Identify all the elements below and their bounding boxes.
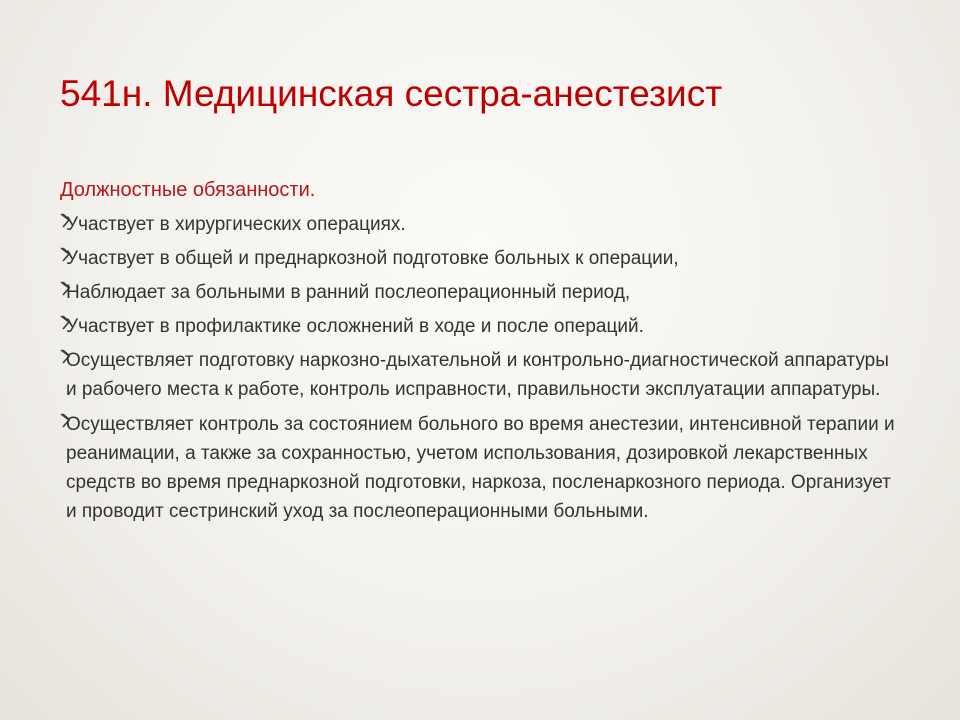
list-item-text: Наблюдает за больными в ранний послеоперационный период,	[66, 282, 631, 303]
list-item-text: Участвует в хирургических операциях.	[66, 214, 406, 235]
slide-content	[60, 177, 900, 532]
section-subheading: Должностные обязанности.	[60, 179, 316, 201]
arrow-check-icon	[60, 410, 74, 430]
list-item-text: Участвует в общей и преднаркозной подготовке больных к операции,	[66, 248, 679, 269]
list-item	[60, 346, 900, 404]
list-item	[60, 312, 900, 341]
slide-title: 541н. Медицинская сестра-анестезист	[60, 73, 723, 114]
arrow-check-icon	[60, 210, 74, 230]
list-item	[60, 210, 900, 239]
list-item	[60, 410, 900, 526]
arrow-check-icon	[60, 346, 74, 366]
list-item-text: Участвует в профилактике осложнений в ходе и после операций.	[66, 316, 644, 337]
list-item	[60, 244, 900, 273]
list-item-text: Осуществляет контроль за состоянием больного во время анестезии, интенсивной терапии и реанимации, а также за сохранностью, учетом использования, дозировкой лекарственных средств во время преднаркозной подготовки, наркоза, посленаркозного периода. Организует и проводит сестринский уход за послеоперационными больными.	[66, 414, 895, 522]
list-item	[60, 278, 900, 307]
duties-list	[60, 210, 900, 526]
arrow-check-icon	[60, 244, 74, 264]
arrow-check-icon	[60, 312, 74, 332]
list-item-text: Осуществляет подготовку наркозно-дыхательной и контрольно-диагностической аппаратуры и рабочего места к работе, контроль исправности, правильности эксплуатации аппаратуры.	[66, 350, 889, 400]
arrow-check-icon	[60, 278, 74, 298]
